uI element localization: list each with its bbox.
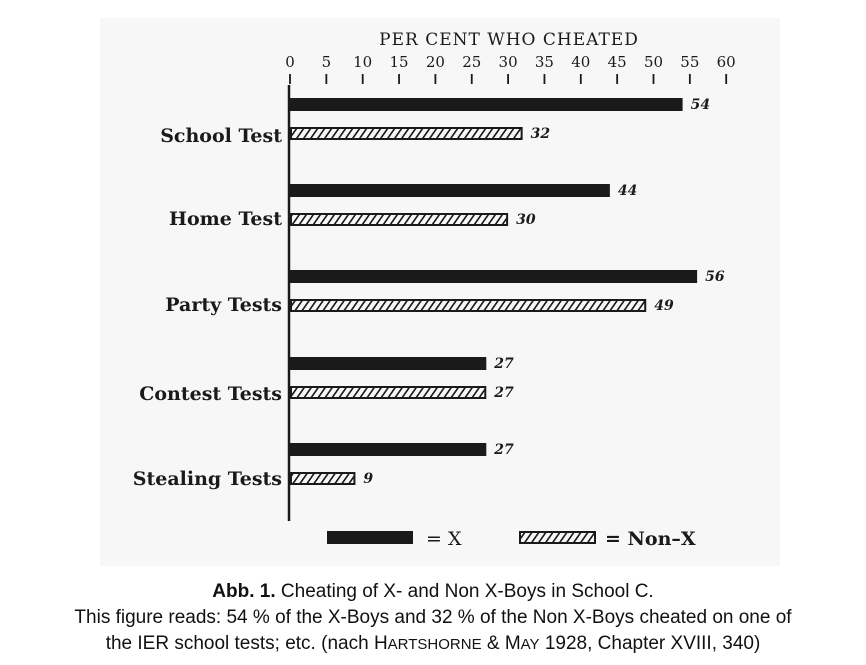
caption-author-1-initial: H — [373, 633, 388, 654]
caption-label: Abb. 1. — [212, 581, 276, 602]
data-label: 56 — [705, 269, 725, 285]
bar-x — [290, 98, 683, 111]
data-label: 9 — [363, 471, 374, 487]
bar-non-x — [291, 473, 354, 484]
legend-label-non-x: = Non–X — [605, 528, 696, 550]
bar-x — [290, 443, 486, 456]
x-tick-label: 60 — [716, 53, 736, 71]
chart-figure — [100, 18, 780, 566]
bar-x — [290, 184, 610, 197]
bar-non-x — [291, 214, 507, 225]
x-tick-label: 40 — [571, 53, 591, 71]
figure-caption — [0, 579, 866, 658]
category-label: Home Test — [169, 208, 282, 230]
data-label: 30 — [516, 212, 536, 228]
legend-swatch-non-x — [520, 532, 595, 543]
x-tick-label: 55 — [680, 53, 700, 71]
chart-title: PER CENT WHO CHEATED — [379, 30, 639, 50]
bar-non-x — [291, 387, 485, 398]
x-axis-ticks — [285, 53, 736, 84]
data-label: 32 — [530, 126, 551, 142]
bar-chart — [100, 18, 780, 566]
data-label: 49 — [654, 298, 674, 314]
legend — [327, 528, 696, 550]
x-tick-label: 50 — [643, 53, 664, 71]
category-label: Contest Tests — [139, 383, 282, 405]
bar-non-x — [291, 300, 645, 311]
data-label: 44 — [617, 183, 638, 199]
category-label: Stealing Tests — [132, 468, 282, 490]
caption-line3-pre: the IER school tests; etc. (nach — [105, 633, 374, 654]
legend-label-x: = X — [426, 528, 462, 550]
category-label: Party Tests — [165, 294, 282, 316]
bars-group — [133, 97, 725, 490]
caption-amp: & — [481, 633, 505, 654]
caption-author-1-rest: ARTSHORNE — [387, 636, 482, 653]
x-tick-label: 5 — [321, 53, 332, 71]
caption-line-2: This figure reads: 54 % of the X-Boys and 32 % of the Non X-Boys cheated on one of — [74, 607, 792, 628]
caption-line3-post: 1928, Chapter XVIII, 340) — [539, 633, 761, 654]
x-tick-label: 15 — [389, 53, 409, 71]
caption-author-2 — [505, 633, 540, 654]
x-tick-label: 25 — [462, 53, 482, 71]
x-tick-label: 0 — [285, 53, 295, 71]
data-label: 27 — [494, 385, 514, 401]
bar-x — [290, 357, 486, 370]
x-tick-label: 20 — [425, 53, 445, 71]
bar-non-x — [291, 128, 522, 139]
caption-line-3 — [0, 631, 866, 658]
data-label: 27 — [494, 356, 514, 372]
caption-title: Cheating of X- and Non X-Boys in School C. — [275, 581, 654, 602]
x-tick-label: 10 — [353, 53, 373, 71]
x-tick-label: 35 — [534, 53, 554, 71]
data-label: 27 — [494, 442, 514, 458]
data-label: 54 — [690, 97, 711, 113]
legend-swatch-x — [327, 531, 413, 544]
caption-author-2-initial: M — [504, 633, 521, 654]
x-tick-label: 30 — [498, 53, 518, 71]
bar-x — [290, 270, 697, 283]
x-tick-label: 45 — [607, 53, 627, 71]
caption-author-1 — [374, 633, 482, 654]
caption-line-1 — [0, 579, 866, 605]
caption-author-2-rest: AY — [520, 636, 540, 653]
category-label: School Test — [160, 125, 282, 147]
